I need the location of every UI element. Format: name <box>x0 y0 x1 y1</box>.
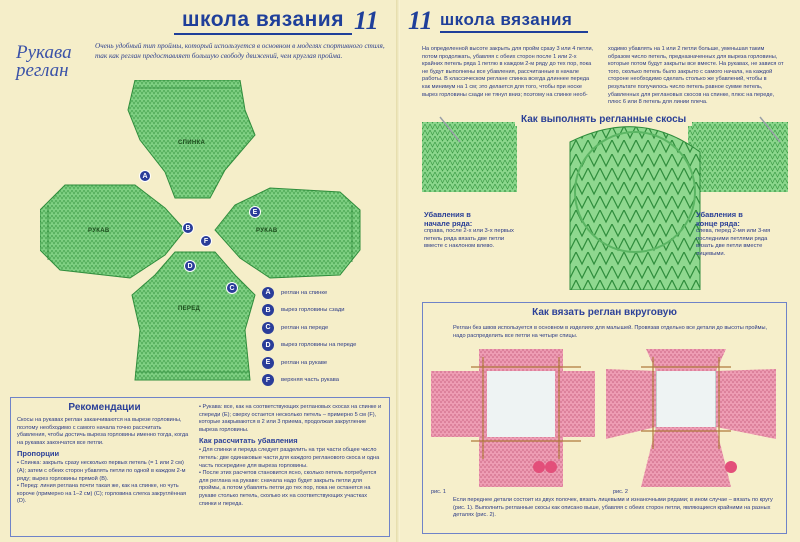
end-decrease-text: слева, перед 2-мя или 3-мя последними петлями ряда вязать две петли вместе лицевыми. <box>696 228 771 257</box>
proportions-text: • Спинка: закрыть сразу несколько первых петель (= 1 или 2 см) (A); затем с обеих сторон убавлять петли по одной в каждом 2-м ряду; вырез горловины прямой (B). • Перед: линия реглана почти такая же, как на спинке, но чуть короче (примерно на 1–2 см) (C); горловина слегка закруглённая (D). <box>17 460 187 505</box>
diagram-label-right-sleeve: РУКАВ <box>256 228 278 234</box>
end-decrease-title: Убавления в конце ряда: <box>696 210 743 228</box>
section-title: Рукава реглан <box>16 42 72 81</box>
right-page <box>400 0 800 542</box>
figure-2 <box>606 349 776 487</box>
legend-marker-a: A <box>262 287 274 299</box>
legend-marker-b: B <box>262 304 274 316</box>
recommendations-box <box>10 397 390 537</box>
right-text-col2: ходимо убавлять на 1 или 2 петли больше, уменьшая таким образом число петель, предназначенных для выреза горловины, которые потом будут закрыты все вместе. На рукавах, не завися от того, сколько петель было закрыто с самого начала, на каждой стороне необходимо сделать столько же убавлений, чтобы в результате получилось число петель равное сумме петель, убавленных для реглановых скосов на спинке, плюс на переде, плюс 6 или 8 петель для линии плеча. <box>608 46 784 106</box>
legend-text-f: верхняя часть рукава <box>281 377 339 384</box>
recommendations-title: Рекомендации <box>68 402 141 413</box>
right-text-col1: На определенной высоте закрыть для пройм сразу 3 или 4 петли, потом продолжать, убавляя с обеих сторон после 1 или 2-х крайних петель ряда 1 петлю в каждом 2-м ряду до тех пор, пока не будут выполнены все убавления, рассчитанные в начале работы. В классическом реглане спинка всегда длиннее переда как минимум на 1 см; это делается для того, чтобы при носке вырез горловины сзади не тянул вниз; поэтому на спинке необ- <box>422 46 594 98</box>
diagram-marker-f: F <box>200 235 212 247</box>
left-header-title: школа вязания <box>182 8 344 31</box>
calc-title: Как рассчитать убавления <box>199 436 298 446</box>
diagram-label-left-sleeve: РУКАВ <box>88 228 110 234</box>
legend-item <box>262 354 392 372</box>
figure-2-caption: рис. 2 <box>613 489 628 495</box>
recommendations-col2 <box>199 404 383 508</box>
calc-text: • Для спинки и переда следует разделить на три части общее число петель: две одинаковые части для каждого регланового скоса и одна часть посередине для выреза горловины. • После этих расчетов становится ясно, сколько петель потребуется для реглана на рукаве: сначала надо будет закрыть петли для проймы, а потом убавлять петли до тех пор, пока не останется на рукаве столько петель, сколько их на соответствующих участках спинки и переда. <box>199 447 380 507</box>
right-sleeve-piece <box>215 188 360 278</box>
left-sleeve-piece <box>40 185 185 278</box>
proportions-title: Пропорции <box>17 449 60 459</box>
legend-item <box>262 302 392 320</box>
legend-marker-c: C <box>262 322 274 334</box>
legend-marker-e: E <box>262 357 274 369</box>
diagram-marker-c: C <box>226 282 238 294</box>
banner-raglan-decreases: Как выполнять регланные скосы <box>515 113 692 126</box>
legend-item <box>262 319 392 337</box>
diagram-marker-d: D <box>184 260 196 272</box>
diagram-marker-a: A <box>139 170 151 182</box>
knit-swatch-left <box>422 122 517 192</box>
round-raglan-bottom-text: Если переднее детали состоит из двух полочек, вязать лицевыми и изнаночными рядами; в ином случае – вязать по кругу (рис. 1). Выполнить регланные скосы как описано выше, убавляя с обеих сторон петли, являющиеся крайними на разных деталях (рис. 2). <box>453 497 773 519</box>
figure-1-caption: рис. 1 <box>431 489 446 495</box>
legend-item <box>262 337 392 355</box>
magnifier-circle <box>575 132 695 252</box>
legend-text-e: реглан на рукаве <box>281 359 328 366</box>
diagram-label-front: ПЕРЕД <box>178 306 201 312</box>
right-header-rule <box>440 31 588 33</box>
diagram-marker-b: B <box>182 222 194 234</box>
legend-text-b: вырез горловины сзади <box>281 307 345 314</box>
diagram-marker-e: E <box>249 206 261 218</box>
legend-text-d: вырез горловины на переде <box>281 342 357 349</box>
right-header-number: 11 <box>408 6 433 35</box>
intro-text: Очень удобный тип проймы, который используется в основном в моделях спортивного стиля, так как реглан предоставляет большую свободу движений, чем круглая пройма. <box>95 42 385 60</box>
diagram-label-back: СПИНКА <box>178 140 206 146</box>
legend-text-a: реглан на спинке <box>281 289 328 296</box>
sleeve-text: • Рукава: все, как на соответствующих реглановых скосах на спинке и спереди (E); сверху остается несколько петель – примерно 5 см (F), которые закрываются в 2 или 3 приема, продолжая закругление выреза горловины. <box>199 404 382 433</box>
recommendations-text: Скосы на рукавах реглан заканчиваются на вырезе горловины, поэтому необходимо с самого начала точно рассчитать убавления, чтобы достичь выреза горловины именно тогда, когда на рукавах закончатся все петли. <box>17 417 189 446</box>
legend-item <box>262 372 392 390</box>
round-raglan-intro: Реглан без швов используется в основном в изделиях для малышей. Провязав отдельно все детали до высоты проймы, надо распределить все петли на четыре спицы. <box>453 325 768 339</box>
figure-1 <box>431 349 595 487</box>
left-header-number: 11 <box>354 6 379 35</box>
left-header-rule <box>174 33 352 35</box>
start-decrease-title: Убавления в начале ряда: <box>424 210 473 228</box>
front-piece <box>132 252 255 380</box>
start-decrease-text: справа, после 2-х или 3-х первых петель ряда вязать две петли вместе с наклоном влево. <box>424 228 514 250</box>
legend-marker-d: D <box>262 339 274 351</box>
legend-marker-f: F <box>262 374 274 386</box>
right-header-title: школа вязания <box>440 10 573 29</box>
legend-text-c: реглан на переде <box>281 324 329 331</box>
recommendations-col1 <box>17 402 192 506</box>
legend-item <box>262 284 392 302</box>
decrease-illustration <box>420 112 792 290</box>
round-raglan-figures <box>431 349 781 491</box>
round-raglan-title: Как вязать реглан вкруговую <box>532 307 677 318</box>
round-raglan-box <box>422 302 787 534</box>
legend <box>262 284 392 389</box>
